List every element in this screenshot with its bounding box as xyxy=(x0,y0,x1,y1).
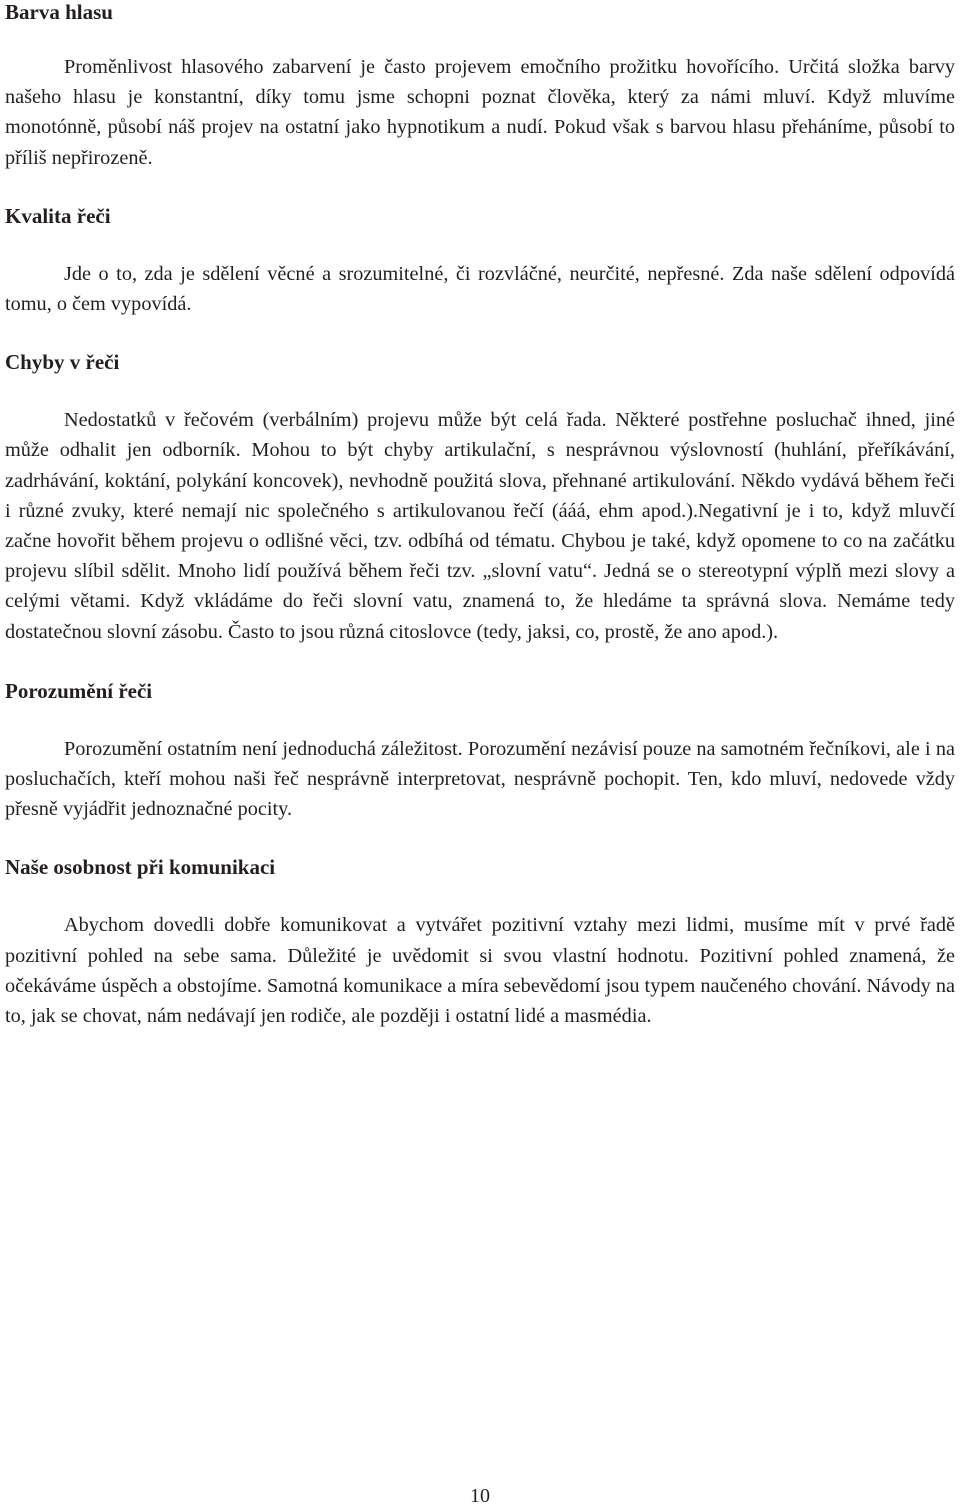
section-heading: Naše osobnost při komunikaci xyxy=(5,855,276,880)
section-paragraph: Jde o to, zda je sdělení věcné a srozumitelné, či rozvláčné, neurčité, nepřesné. Zda naše sdělení odpovídá tomu, o čem vypovídá. xyxy=(5,262,955,316)
section-paragraph: Porozumění ostatním není jednoduchá záležitost. Porozumění nezávisí pouze na samotném řečníkovi, ale i na posluchačích, kteří mohou naši řeč nesprávně interpretovat, nesprávně pochopit. Ten, kdo mluví, nedovede vždy přesně vyjádřit jednoznačné pocity. xyxy=(5,737,955,821)
document-page xyxy=(5,0,955,1031)
section-heading: Kvalita řeči xyxy=(5,203,111,228)
section-paragraph: Nedostatků v řečovém (verbálním) projevu může být celá řada. Některé postřehne posluchač ihned, jiné může odhalit jen odborník. Mohou to být chyby artikulační, s nesprávnou výslovností (huhlání, přeříkávání, zadrhávání, koktání, polykání koncovek), nevhodně použitá slova, přehnané artikulování. Někdo vydává během řeči i různé zvuky, které nemají nic společného s artikulovanou řečí (ááá, ehm apod.).Negativní je i to, když mluvčí začne hovořit během projevu o odlišné věci, tzv. odbíhá od tématu. Chybou je také, když opomene to co na začátku projevu slíbil sdělit. Mnoho lidí používá během řeči tzv. „slovní vatu“. Jedná se o stereotypní výplň mezi slovy a celými větami. Když vkládáme do řeči slovní vatu, znamená to, že hledáme ta správná slova. Nemáme tedy dostatečnou slovní zásobu. Často to jsou různá citoslovce (tedy, jaksi, co, prostě, že ano apod.). xyxy=(5,409,955,643)
page-number: 10 xyxy=(470,1485,490,1507)
section-heading: Barva hlasu xyxy=(5,0,113,24)
section-paragraph: Abychom dovedli dobře komunikovat a vytvářet pozitivní vztahy mezi lidmi, musíme mít v prvé řadě pozitivní pohled na sebe sama. Důležité je uvědomit si svou vlastní hodnotu. Pozitivní pohled znamená, že očekáváme úspěch a obstojíme. Samotná komunikace a míra sebevědomí jsou typem naučeného chování. Návody na to, jak se chovat, nám nedávají jen rodiče, ale později i ostatní lidé a masmédia. xyxy=(5,914,955,1028)
section-paragraph: Proměnlivost hlasového zabarvení je často projevem emočního prožitku hovořícího. Určitá složka barvy našeho hlasu je konstantní, díky tomu jsme schopni poznat člověka, který za námi mluví. Když mluvíme monotónně, působí náš projev na ostatní jako hypnotikum a nudí. Pokud však s barvou hlasu přeháníme, působí to příliš nepřirozeně. xyxy=(5,56,955,169)
section-heading: Chyby v řeči xyxy=(5,350,120,375)
section-heading: Porozumění řeči xyxy=(5,678,153,703)
